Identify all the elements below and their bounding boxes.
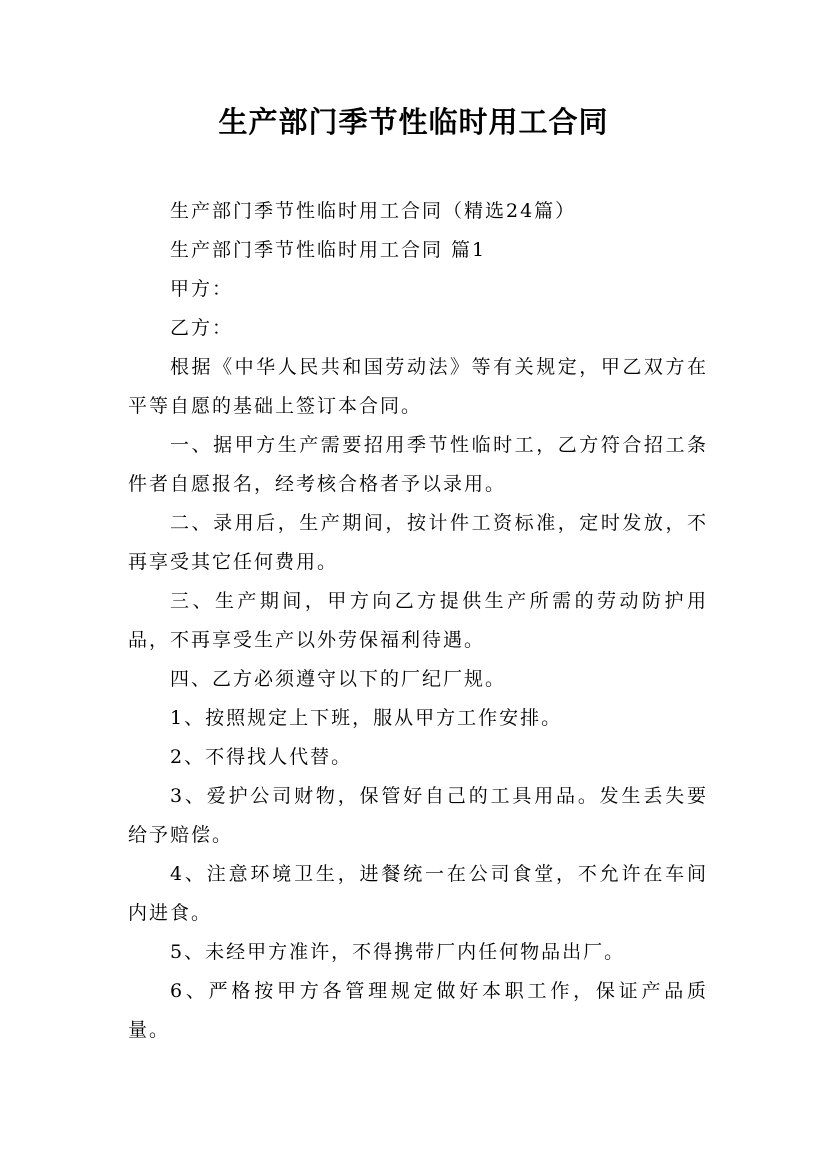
paragraph-clause-2: 二、录用后，生产期间，按计件工资标准，定时发放，不再享受其它任何费用。 [128, 512, 708, 573]
paragraph-party-b: 乙方： [170, 317, 234, 339]
paragraph-preamble: 根据《中华人民共和国劳动法》等有关规定，甲乙双方在平等自愿的基础上签订本合同。 [128, 356, 708, 417]
paragraph-rule-1: 1、按照规定上下班，服从甲方工作安排。 [170, 707, 563, 729]
paragraph-subtitle: 生产部门季节性临时用工合同（精选24篇） [170, 200, 577, 222]
paragraph-rule-4: 4、注意环境卫生，进餐统一在公司食堂，不允许在车间内进食。 [128, 863, 708, 924]
paragraph-clause-3: 三、生产期间，甲方向乙方提供生产所需的劳动防护用品，不再享受生产以外劳保福利待遇。 [128, 590, 708, 651]
paragraph-clause-4: 四、乙方必须遵守以下的厂纪厂规。 [170, 668, 507, 690]
document-body [128, 192, 708, 1050]
paragraph-party-a: 甲方： [170, 278, 234, 300]
paragraph-section-heading: 生产部门季节性临时用工合同 篇1 [170, 239, 487, 261]
document-title: 生产部门季节性临时用工合同 [218, 105, 609, 139]
paragraph-clause-1: 一、据甲方生产需要招用季节性临时工，乙方符合招工条件者自愿报名，经考核合格者予以录用。 [128, 434, 708, 495]
paragraph-rule-6: 6、严格按甲方各管理规定做好本职工作，保证产品质量。 [128, 980, 708, 1041]
paragraph-rule-3: 3、爱护公司财物，保管好自己的工具用品。发生丢失要给予赔偿。 [128, 785, 708, 846]
paragraph-rule-5: 5、未经甲方准许，不得携带厂内任何物品出厂。 [170, 941, 626, 963]
paragraph-rule-2: 2、不得找人代替。 [170, 746, 353, 768]
